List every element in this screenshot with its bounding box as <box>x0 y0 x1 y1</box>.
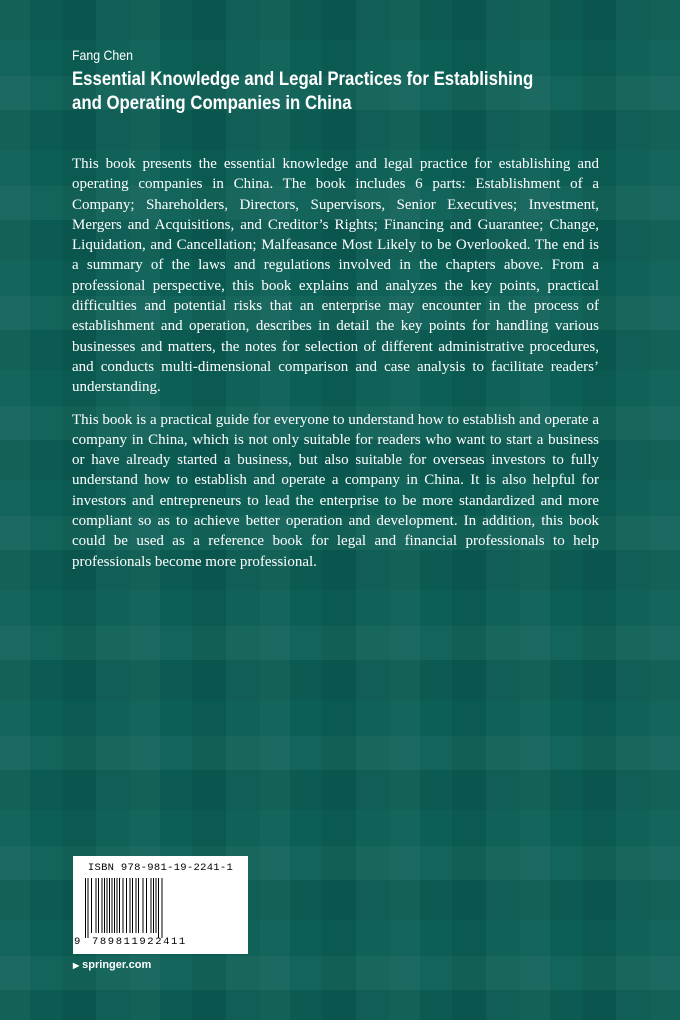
barcode-bar <box>138 878 139 933</box>
barcode-bar <box>112 878 113 933</box>
barcode-bar <box>130 878 131 933</box>
author-name: Fang Chen <box>72 47 133 63</box>
barcode-bar <box>156 878 157 933</box>
barcode-bar <box>158 878 159 938</box>
blurb-paragraph-2: This book is a practical guide for everyone to understand how to establish and operate a company in China, which is not only suitable for readers who want to start a business or have already started a business, but also suitable for overseas investors to fully understand how to establish and operate a company in China. It is also helpful for investors and entrepreneurs to lead the enterprise to be more standardized and more compliant so as to achieve better operation and development. In addition, this book could be used as a reference book for legal and financial professionals to help professionals become more professional. <box>72 411 599 570</box>
barcode-bar <box>126 878 127 933</box>
blurb-paragraph-1: This book presents the essential knowledge and legal practice for establishing and operating companies in China. The book includes 6 parts: Establishment of a Company; Shareholders, Directors, Supervisors, Senior Executives; Investment, Mergers and Acquisitions, and Creditor’s Rights; Financing and Guarantee; Change, Liquidation, and Cancellation; Malfeasance Most Likely to be Overlooked. The end is a summary of the laws and regulations involved in the chapters above. From a professional perspective, this book explains and analyzes the key points, practical difficulties and potential risks that an enterprise may encounter in the process of establishment and operation, describes in detail the key points for handling various businesses and matters, the notes for selection of different administrative procedures, and conducts multi-dimensional comparison and case analysis to facilitate readers’ understanding. <box>72 156 599 396</box>
barcode-bar <box>151 878 152 933</box>
book-title: Essential Knowledge and Legal Practices for Establishing and Operating Companies in China <box>72 68 534 114</box>
barcode-bar <box>102 878 103 933</box>
barcode-bar <box>146 878 147 933</box>
barcode-bar <box>117 878 118 933</box>
blurb <box>72 154 599 584</box>
barcode-bar <box>88 878 89 938</box>
barcode-graphic <box>83 878 239 938</box>
barcode-bar <box>109 878 110 933</box>
barcode-digits: 789811922411 <box>92 936 187 948</box>
barcode-bar <box>114 878 115 933</box>
barcode-bar <box>104 878 105 933</box>
barcode-bar <box>91 878 92 933</box>
barcode-bar <box>136 878 137 933</box>
barcode-bar <box>96 878 97 933</box>
isbn-label: ISBN 978-981-19-2241-1 <box>87 862 234 874</box>
barcode-first-digit: 9 <box>74 936 81 948</box>
arrow-icon: ▶ <box>73 961 80 970</box>
barcode-bar <box>98 878 99 933</box>
barcode-bar <box>162 878 163 938</box>
barcode-bar <box>132 878 133 933</box>
publisher-link[interactable] <box>73 959 151 971</box>
barcode-bar <box>119 878 120 933</box>
isbn-barcode-block <box>73 856 248 954</box>
barcode-bar <box>85 878 86 938</box>
barcode-bar <box>123 878 124 933</box>
barcode-bar <box>107 878 108 933</box>
publisher-url: springer.com <box>82 959 152 971</box>
barcode-bar <box>153 878 154 933</box>
barcode-bar <box>143 878 144 933</box>
